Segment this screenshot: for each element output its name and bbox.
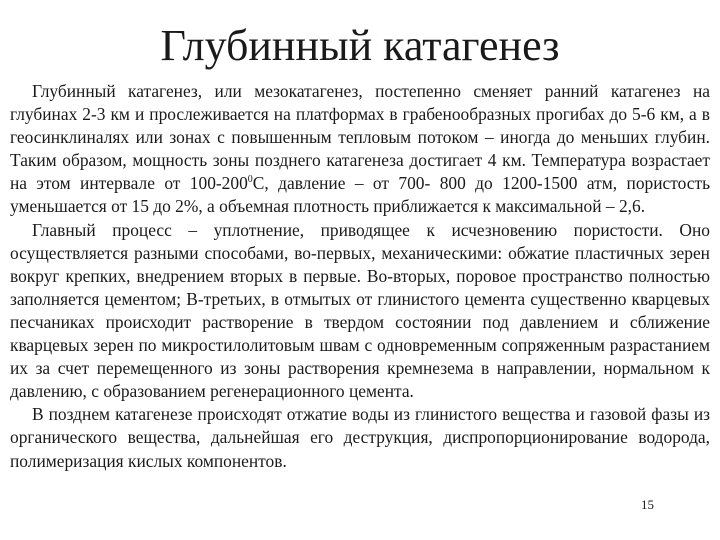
- paragraph-3: В позднем катагенезе происходят отжатие воды из глинистого вещества и газовой фазы из органического вещества, дальнейшая его деструкция, диспропорционирование водорода, полимеризация кислых компонентов.: [10, 404, 710, 471]
- paragraph-1: [10, 80, 710, 219]
- slide-title: Глубинный катагенез: [160, 21, 560, 70]
- page-number: 15: [641, 497, 654, 512]
- paragraph-1-text-cont: С, давление – от 700- 800 до 1200-1500 атм, пористость уменьшается от 15 до 2%, а объемная плотность приближается к максимальной – 2,6.: [10, 173, 711, 217]
- slide-body: [10, 80, 710, 473]
- degree-superscript: 0: [247, 174, 253, 186]
- paragraph-2: Главный процесс – уплотнение, приводящее к исчезновению пористости. Оно осуществляется разными способами, во-первых, механическими: обжатие пластичных зерен вокруг крепких, внедрением вторых в первые. Во-вторых, поровое пространство полностью заполняется цементом; В-третьих, в отмытых от глинистого цемента существенно кварцевых песчаниках происходит растворение в твердом состоянии под давлением и сближение кварцевых зерен по микростилолитовым швам с одновременным сопряженным разрастанием их за счет перемещенного из зоны растворения кремнезема в направлении, нормальном к давлению, с образованием регенерационного цемента.: [10, 219, 710, 402]
- paragraph-1-text: Глубинный катагенез, или мезокатагенез, постепенно сменяет ранний катагенез на глубинах 2-3 км и прослеживается на платформах в грабенообразных прогибах до 5-6 км, а в геосинклиналях или зонах с повышенным тепловым потоком – иногда до меньших глубин. Таким образом, мощность зоны позднего катагенеза достигает 4 км. Температура возрастает на этом интервале от 100-200: [10, 81, 710, 194]
